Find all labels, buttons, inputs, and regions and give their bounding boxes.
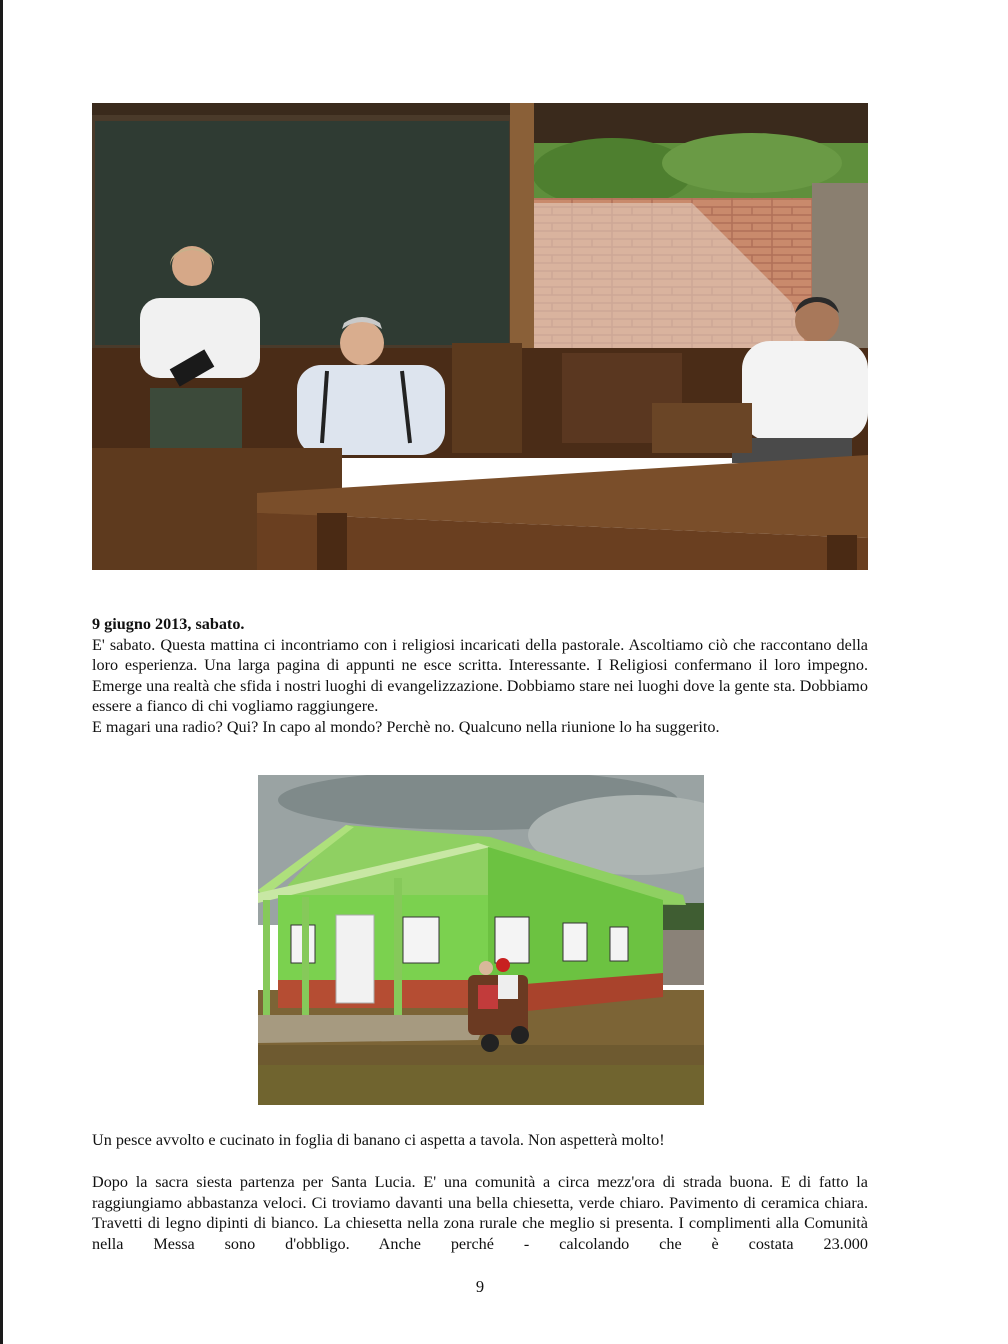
- paragraph-santa-lucia: Dopo la sacra siesta partenza per Santa Lucia. E' una comunità a circa mezz'ora di strada buona. E di fatto la raggiungiamo abbastanza veloci. Ci troviamo davanti una bella chiesetta, verde chiaro. Pavimento di ceramica chiara. Travetti di legno dipinti di bianco. La chiesetta nella zona rurale che meglio si presenta. I complimenti alla Comunità nella Messa sono d'obbligo. Anche perché - calcolando che è costata 23.000: [92, 1173, 868, 1253]
- meal-note: [92, 1130, 868, 1151]
- paragraph-radio: E magari una radio? Qui? In capo al mondo? Perchè no. Qualcuno nella riunione lo ha suggerito.: [92, 717, 720, 736]
- page-number: 9: [475, 1277, 485, 1296]
- paragraph-fish: Un pesce avvolto e cucinato in foglia di banano ci aspetta a tavola. Non aspetterà molto!: [92, 1131, 665, 1149]
- meeting-photo: [92, 103, 868, 570]
- church-photo: [258, 775, 704, 1105]
- paragraph-saturday: E' sabato. Questa mattina ci incontriamo con i religiosi incaricati della pastorale. Ascoltiamo ciò che raccontano della loro esperienza. Una larga pagina di appunti ne esce scritta. Interessante. I Religiosi confermano il loro impegno. Emerge una realtà che sfida i nostri luoghi di evangelizzazione. Dobbiamo stare nei luoghi dove la gente sta. Dobbiamo essere a fianco di chi vogliamo raggiungere.: [92, 635, 868, 715]
- santa-lucia-entry: [92, 1172, 868, 1254]
- diary-entry: [92, 614, 868, 737]
- entry-heading: 9 giugno 2013, sabato.: [92, 615, 245, 633]
